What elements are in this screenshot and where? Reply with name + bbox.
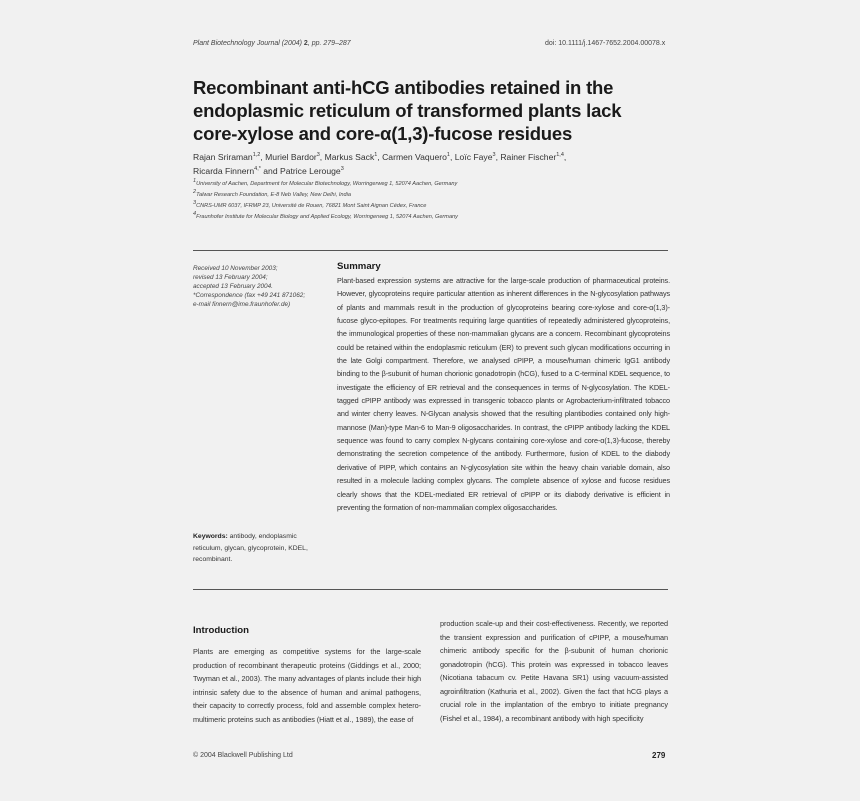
divider (193, 250, 668, 251)
copyright: © 2004 Blackwell Publishing Ltd (193, 752, 293, 759)
article-history (193, 264, 328, 309)
received-date: Received 10 November 2003; (193, 265, 278, 272)
author-list (193, 151, 673, 178)
title-line: endoplasmic reticulum of transformed plants lack (193, 100, 622, 121)
affiliation: $^3$CNRS-UMR 6037, IFRMP 23, Université de Rouen, 76821 Mont Saint Aignan Cédex, France (193, 200, 427, 209)
introduction-column-right: production scale-up and their cost-effectiveness. Recently, we reported the transient expression and purification of cPIPP, a mouse/human chimeric antibody specific for the β-subunit of human chorionic gonadotropin (hCG). This protein was expressed in tobacco leaves (Nicotiana tabacum cv. Petite Havana SR1) using vacuum-assisted agroinfiltration (Kathuria et al., 2002). Given the fact that hCG plays a crucial role in the implantation of the embryo to initiate pregnancy (Fishel et al., 1984), a recombinant antibody with high specificity (440, 619, 668, 723)
author: Rajan Sriraman$^{1,2}$, (193, 152, 266, 162)
author: Markus Sack$^1$, (324, 152, 383, 162)
summary-heading: Summary (337, 261, 381, 272)
author: Loïc Faye$^3$, (454, 152, 501, 162)
correspondence: *Correspondence (fax +49 241 871062; (193, 292, 306, 299)
title-line: core-xylose and core-α(1,3)-fucose residues (193, 123, 573, 144)
author: Patrice Lerouge$^3$ (280, 165, 344, 176)
affiliation: $^2$Talwar Research Foundation, E-8 Neb Valley, New Delhi, India (193, 189, 352, 198)
keywords: Keywords: antibody, endoplasmic reticulum, glycan, glycoprotein, KDEL, recombinant. (193, 533, 308, 563)
page-number: 279 (652, 751, 666, 760)
title-line: Recombinant anti-hCG antibodies retained in the (193, 77, 614, 98)
divider (193, 589, 668, 590)
author: Rainer Fischer$^{1,4}$, (500, 152, 567, 162)
doi: doi: 10.1111/j.1467-7652.2004.00078.x (545, 40, 666, 47)
author: Ricarda Finnern$^{4,*}$ and (193, 165, 280, 176)
introduction-column-left: Plants are emerging as competitive systems for the large-scale production of recombinant therapeutic proteins (Giddings et al., 2000; Twyman et al., 2003). The many advantages of plants include their high intrinsic safety due to the absence of human and animal pathogens, their capacity to correctly process, fold and assemble complex hetero-multimeric proteins such as antibodies (Hiatt et al., 1989), the ease of (193, 647, 421, 724)
author: Muriel Bardor$^3$, (265, 152, 325, 162)
revised-date: revised 13 February 2004; (193, 274, 268, 281)
running-header-citation: Plant Biotechnology Journal (2004) 2, pp. 279–287 (193, 40, 351, 47)
affiliation: $^1$University of Aachen, Department for Molecular Biotechnology, Worringerweg 1, 52074 Aachen, Germany (193, 178, 458, 187)
affiliation: $^4$Fraunhofer Institute for Molecular Biology and Applied Ecology, Worringerweg 1, 52074 Aachen, Germany (193, 211, 458, 220)
introduction-heading: Introduction (193, 625, 249, 636)
summary-text: Plant-based expression systems are attractive for the large-scale production of pharmaceutical proteins. However, glycoproteins require particular attention as inherent differences in the N-glycosylation pathways of plants and mammals result in the production of glycoproteins bearing core-xylose and core-α(1,3)-fucose glyco-epitopes. For treatments requiring large quantities of repeatedly administered glycoproteins, the immunological properties of these non-mammalian glycans are a concern. Recombinant glycoproteins could be retained within the endoplasmic reticulum (ER) to prevent such glycan modifications occurring in the late Golgi compartment. Therefore, we analysed cPIPP, a mouse/human chimeric IgG1 antibody binding to the β-subunit of human chorionic gonadotropin (hCG), fused to a C-terminal KDEL sequence, to investigate the efficiency of ER retrieval and the consequences in terms of N-glycosylation. The KDEL-tagged cPIPP antibody was expressed in transgenic tobacco plants or Agrobacterium-infiltrated tobacco and winter cherry leaves. N-Glycan analysis showed that the resulting plantibodies contained only high-mannose (Man)-type Man-6 to Man-9 oligosaccharides. In contrast, the cPIPP antibody lacking the KDEL sequence was found to carry complex N-glycans containing core-xylose and core-α(1,3)-fucose, thereby demonstrating the secretion competence of the antibody. Furthermore, fusion of KDEL to the diabody derivative of PIPP, which contains an N-glycosylation site within the heavy chain variable domain, also resulted in a molecule lacking complex glycans. The complete absence of xylose and fucose residues clearly shows that the KDEL-mediated ER retrieval of cPIPP or its diabody derivative is efficient in preventing the formation of non-mammalian complex oligosaccharides. (337, 276, 670, 512)
correspondence-email: e-mail finnern@ime.fraunhofer.de) (193, 301, 291, 308)
author: Carmen Vaquero$^1$, (382, 152, 455, 162)
accepted-date: accepted 13 February 2004. (193, 283, 273, 290)
article-title (193, 76, 673, 145)
keywords-label: Keywords: (193, 533, 228, 540)
